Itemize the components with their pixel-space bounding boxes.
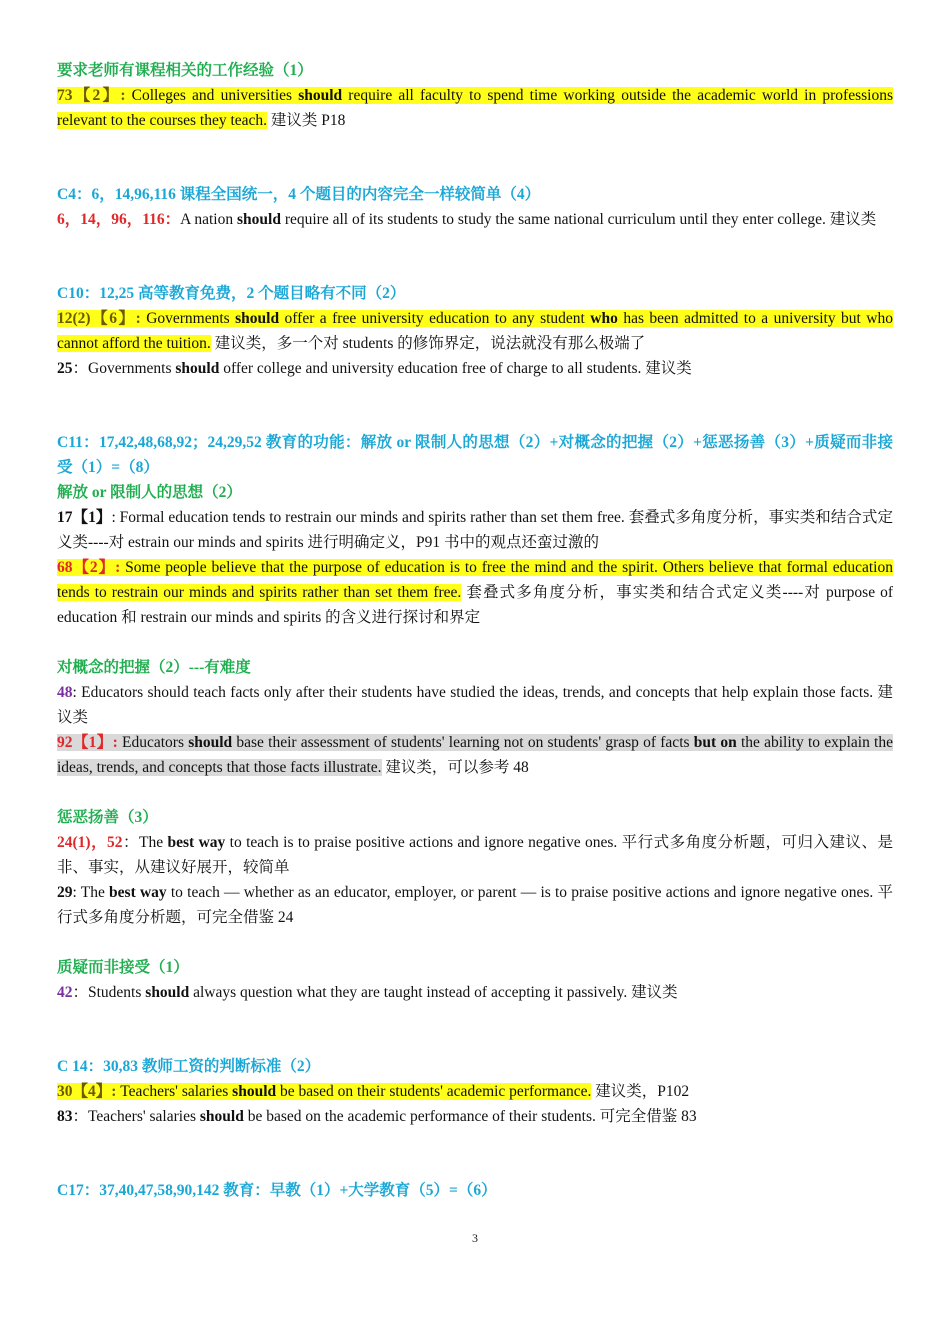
topic-number: 83: [57, 1108, 73, 1125]
topic-paragraph: 12(2)【6】: Governments should offer a free university education to any student who has been admitted to a university but who cannot afford the tuition. 建议类，多一个对 students 的修饰界定，说法就没有那么极端了: [57, 310, 893, 352]
section-heading: C4：6，14,96,116 课程全国统一，4 个题目的内容完全一样较简单（4）: [57, 186, 541, 203]
topic-paragraph: 6，14，96，116：A nation should require all of its students to study the same national curriculum until they enter college. 建议类: [57, 211, 877, 228]
topic-number: 6，14，96，116：: [57, 211, 181, 228]
topic-paragraph: 25：Governments should offer college and university education free of charge to all students. 建议类: [57, 360, 692, 377]
section-heading: 要求老师有课程相关的工作经验（1）: [57, 62, 313, 79]
topic-number: 68【2】:: [57, 559, 121, 576]
topic-number: 12(2)【6】:: [57, 310, 141, 327]
topic-paragraph: 48: Educators should teach facts only after their students have studied the ideas, trends, and concepts that help explain those facts. 建议类: [57, 684, 893, 726]
topic-note: 建议类，多一个对 students 的修饰界定，说法就没有那么极端了: [210, 335, 646, 352]
subsection-heading: 质疑而非接受（1）: [57, 959, 189, 976]
topic-number: 42: [57, 984, 73, 1001]
topic-paragraph: 24(1)，52：The best way to teach is to praise positive actions and ignore negative ones. 平行式多角度分析题，可归入建议、是非、事实，从建议好展开，较简单: [57, 834, 893, 876]
topic-number: 25: [57, 360, 73, 377]
subsection-heading: 对概念的把握（2）---有难度: [57, 659, 251, 676]
topic-paragraph: 68【2】: Some people believe that the purpose of education is to free the mind and the spirit. Others believe that formal education tends to restrain our minds and spirits rather than set them free. 套叠式多角度分析，事实类和结合式定义类----对 purpose of education 和 restrain our minds and spirits 的含义进行探讨和界定: [57, 559, 894, 626]
topic-number: 73【2】:: [57, 87, 126, 104]
subsection-heading: 惩恶扬善（3）: [57, 809, 158, 826]
topic-paragraph: 42：Students should always question what they are taught instead of accepting it passively. 建议类: [57, 984, 678, 1001]
section-heading: C10：12,25 高等教育免费，2 个题目略有不同（2）: [57, 285, 406, 302]
topic-note: 建议类 P18: [267, 112, 346, 129]
topic-paragraph: 83：Teachers' salaries should be based on the academic performance of their students. 可完全借鉴 83: [57, 1108, 697, 1125]
topic-note: 套叠式多角度分析，事实类和结合式定义类----对 purpose of education 和 restrain our minds and spirits 的含义进行探讨和界定: [57, 584, 894, 626]
topic-paragraph: 73【2】: Colleges and universities should require all faculty to spend time working outside the academic world in professions relevant to the courses they teach. 建议类 P18: [57, 87, 893, 129]
topic-paragraph: 29: The best way to teach — whether as an educator, employer, or parent — is to praise positive actions and ignore negative ones. 平行式多角度分析题，可完全借鉴 24: [57, 884, 893, 926]
topic-number: 30【4】:: [57, 1083, 117, 1100]
topic-paragraph: 17【1】: Formal education tends to restrain our minds and spirits rather than set them free. 套叠式多角度分析，事实类和结合式定义类----对 estrain our minds and spirits 进行明确定义，P91 书中的观点还蛮过激的: [57, 509, 893, 551]
topic-paragraph: 92【1】: Educators should base their assessment of students' learning not on students' grasp of facts but on the ability to explain the ideas, trends, and concepts that those facts illustrate. 建议类，可以参考 48: [57, 734, 893, 776]
section-heading: C 14：30,83 教师工资的判断标准（2）: [57, 1058, 321, 1075]
section-heading: C17：37,40,47,58,90,142 教育：早教（1）+大学教育（5）=（6）: [57, 1182, 497, 1199]
topic-number: 92【1】:: [57, 734, 118, 751]
page-number: 3: [472, 1231, 478, 1245]
topic-number: 29: [57, 884, 73, 901]
section-heading: C11：17,42,48,68,92；24,29,52 教育的功能：解放 or 限制人的思想（2）+对概念的把握（2）+惩恶扬善（3）+质疑而非接受（1）=（8）: [57, 434, 893, 476]
topic-number: 24(1)，52: [57, 834, 123, 851]
topic-note: 建议类，可以参考 48: [381, 759, 529, 776]
document-page: [57, 58, 893, 1203]
topic-number: 17【1】: [57, 509, 112, 526]
subsection-heading: 解放 or 限制人的思想（2）: [57, 484, 242, 501]
topic-note: 建议类，P102: [591, 1083, 690, 1100]
topic-paragraph: 30【4】: Teachers' salaries should be based on their students' academic performance. 建议类，P102: [57, 1083, 690, 1100]
topic-number: 48: [57, 684, 73, 701]
